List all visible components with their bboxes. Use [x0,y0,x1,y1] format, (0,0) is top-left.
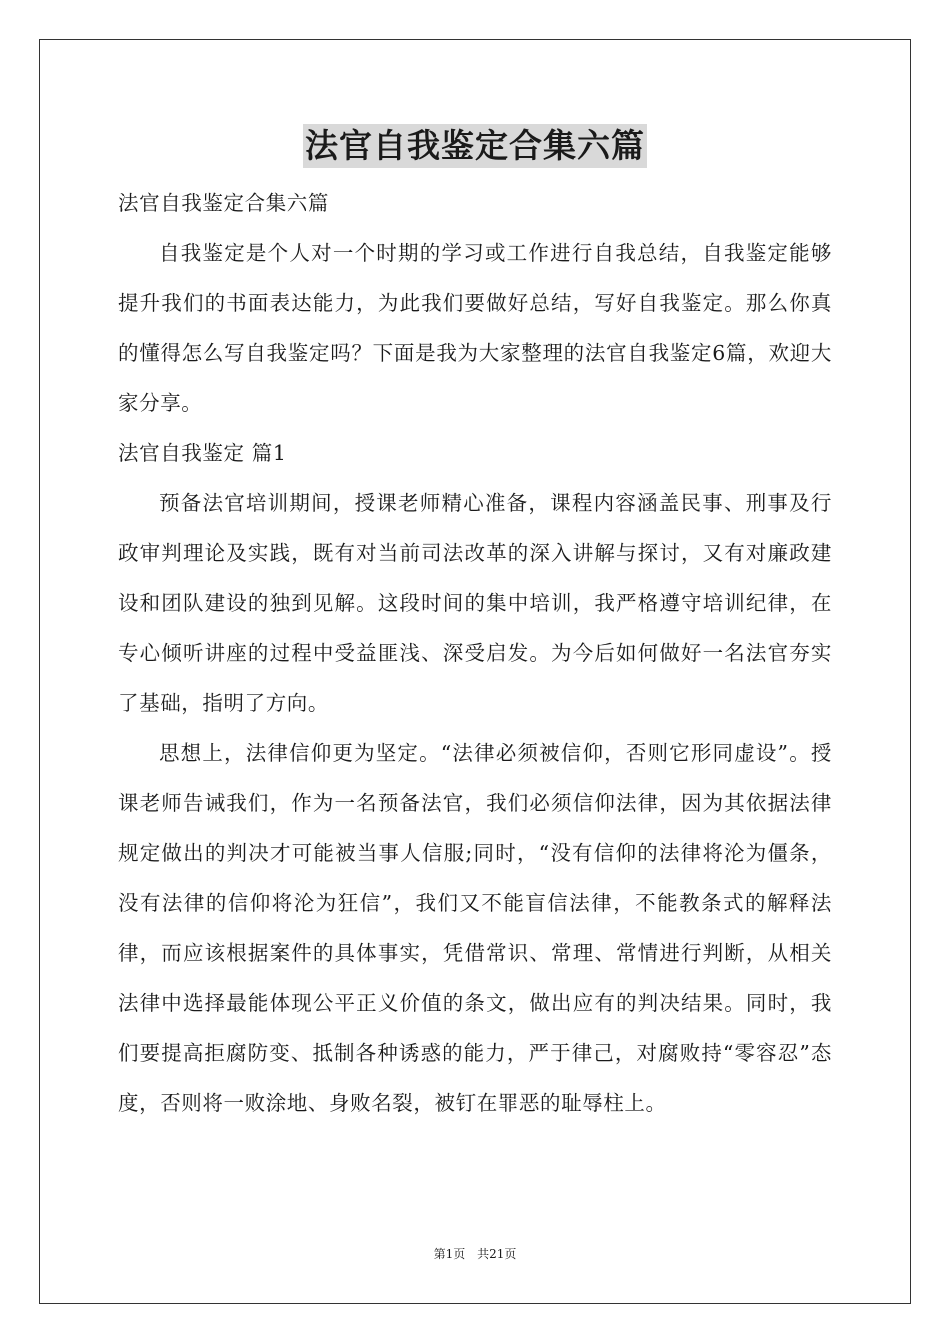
intro-paragraph: 自我鉴定是个人对一个时期的学习或工作进行自我总结，自我鉴定能够提升我们的书面表达能力，为此我们要做好总结，写好自我鉴定。那么你真的懂得怎么写自我鉴定吗？下面是我为大家整理的法官自我鉴定6篇，欢迎大家分享。 [118,241,832,415]
body-paragraph-1: 预备法官培训期间，授课老师精心准备，课程内容涵盖民事、刑事及行政审判理论及实践，既有对当前司法改革的深入讲解与探讨，又有对廉政建设和团队建设的独到见解。这段时间的集中培训，我严格遵守培训纪律，在专心倾听讲座的过程中受益匪浅、深受启发。为今后如何做好一名法官夯实了基础，指明了方向。 [118,491,832,715]
document-title: 法官自我鉴定合集六篇 [303,124,647,168]
section-heading: 法官自我鉴定 篇1 [118,441,287,465]
title-container [0,124,950,168]
page-footer [0,1246,950,1262]
page-number-current: 第1页 [433,1247,466,1261]
body-paragraph-2: 思想上，法律信仰更为坚定。“法律必须被信仰，否则它形同虚设”。授课老师告诫我们，作为一名预备法官，我们必须信仰法律，因为其依据法律规定做出的判决才可能被当事人信服;同时，“没有信仰的法律将沦为僵条，没有法律的信仰将沦为狂信”，我们又不能盲信法律，不能教条式的解释法律，而应该根据案件的具体事实，凭借常识、常理、常情进行判断，从相关法律中选择最能体现公平正义价值的条文，做出应有的判决结果。同时，我们要提高拒腐防变、抵制各种诱惑的能力，严于律己，对腐败持“零容忍”态度，否则将一败涂地、身败名裂，被钉在罪恶的耻辱柱上。 [118,741,832,1115]
document-subtitle: 法官自我鉴定合集六篇 [118,191,329,215]
document-body [118,178,832,1128]
page-number-total: 共21页 [477,1247,517,1261]
